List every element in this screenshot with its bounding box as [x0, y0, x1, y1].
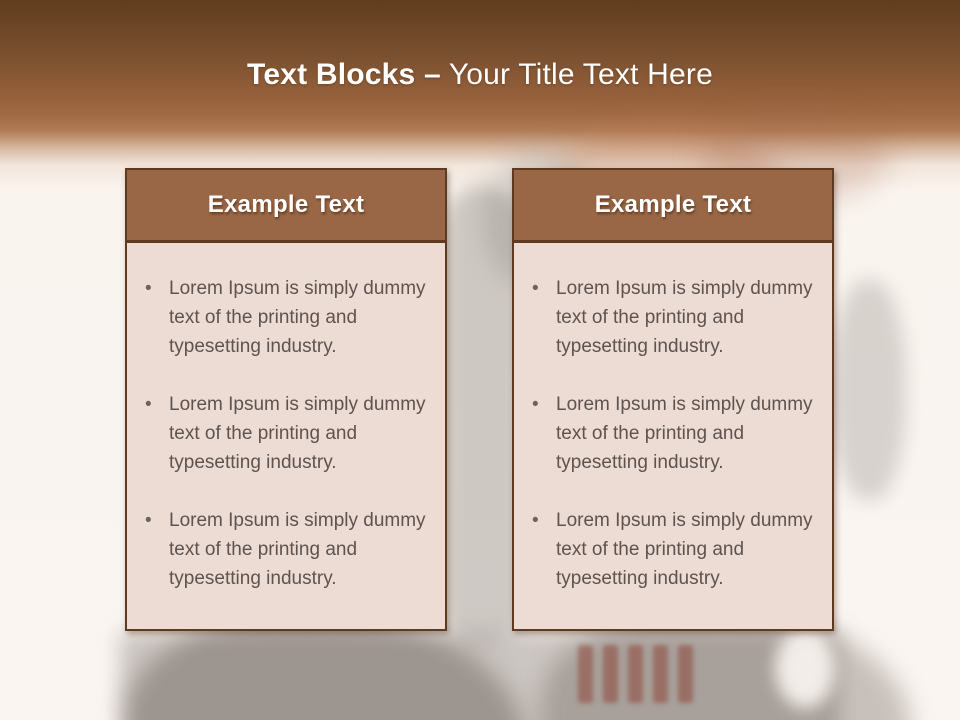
text-block-left-header — [127, 170, 445, 243]
bullet-item — [530, 506, 814, 593]
text-block-right-list — [514, 243, 832, 593]
slide-title-regular: Your Title Text Here — [440, 58, 713, 91]
text-block-right — [512, 168, 834, 631]
bullet-text: Lorem Ipsum is simply dummy text of the printing and typesetting industry. — [169, 510, 426, 589]
bullet-text: Lorem Ipsum is simply dummy text of the printing and typesetting industry. — [556, 394, 813, 473]
text-block-right-header — [514, 170, 832, 243]
bullet-marker: • — [532, 394, 539, 415]
bullet-marker: • — [532, 278, 539, 299]
bullet-marker: • — [145, 394, 152, 415]
photo-bottom-strip — [120, 632, 840, 720]
bullet-text: Lorem Ipsum is simply dummy text of the printing and typesetting industry. — [556, 510, 813, 589]
bullet-text: Lorem Ipsum is simply dummy text of the printing and typesetting industry. — [556, 278, 813, 357]
title-bar — [0, 0, 960, 150]
text-block-left-list — [127, 243, 445, 593]
bullet-item — [530, 274, 814, 361]
text-block-right-header-label: Example Text — [594, 191, 752, 218]
text-block-left-header-label: Example Text — [207, 191, 365, 218]
bullet-item — [143, 506, 427, 593]
bullet-text: Lorem Ipsum is simply dummy text of the printing and typesetting industry. — [169, 278, 426, 357]
slide-title — [247, 58, 713, 92]
bullet-text: Lorem Ipsum is simply dummy text of the printing and typesetting industry. — [169, 394, 426, 473]
photo-belt-stripe — [628, 645, 643, 703]
photo-belt-stripe — [653, 645, 668, 703]
slide-title-bold: Text Blocks – — [247, 58, 441, 91]
photo-shoulder-shape — [832, 280, 906, 500]
bullet-marker: • — [532, 510, 539, 531]
bullet-item — [143, 390, 427, 477]
bullet-marker: • — [145, 510, 152, 531]
photo-belt-stripe — [603, 645, 618, 703]
bullet-item — [530, 390, 814, 477]
photo-belt-stripe — [578, 645, 593, 703]
bullet-item — [143, 274, 427, 361]
photo-highlight-notch — [775, 628, 835, 708]
photo-belt-stripe — [678, 645, 693, 703]
text-block-left — [125, 168, 447, 631]
bullet-marker: • — [145, 278, 152, 299]
